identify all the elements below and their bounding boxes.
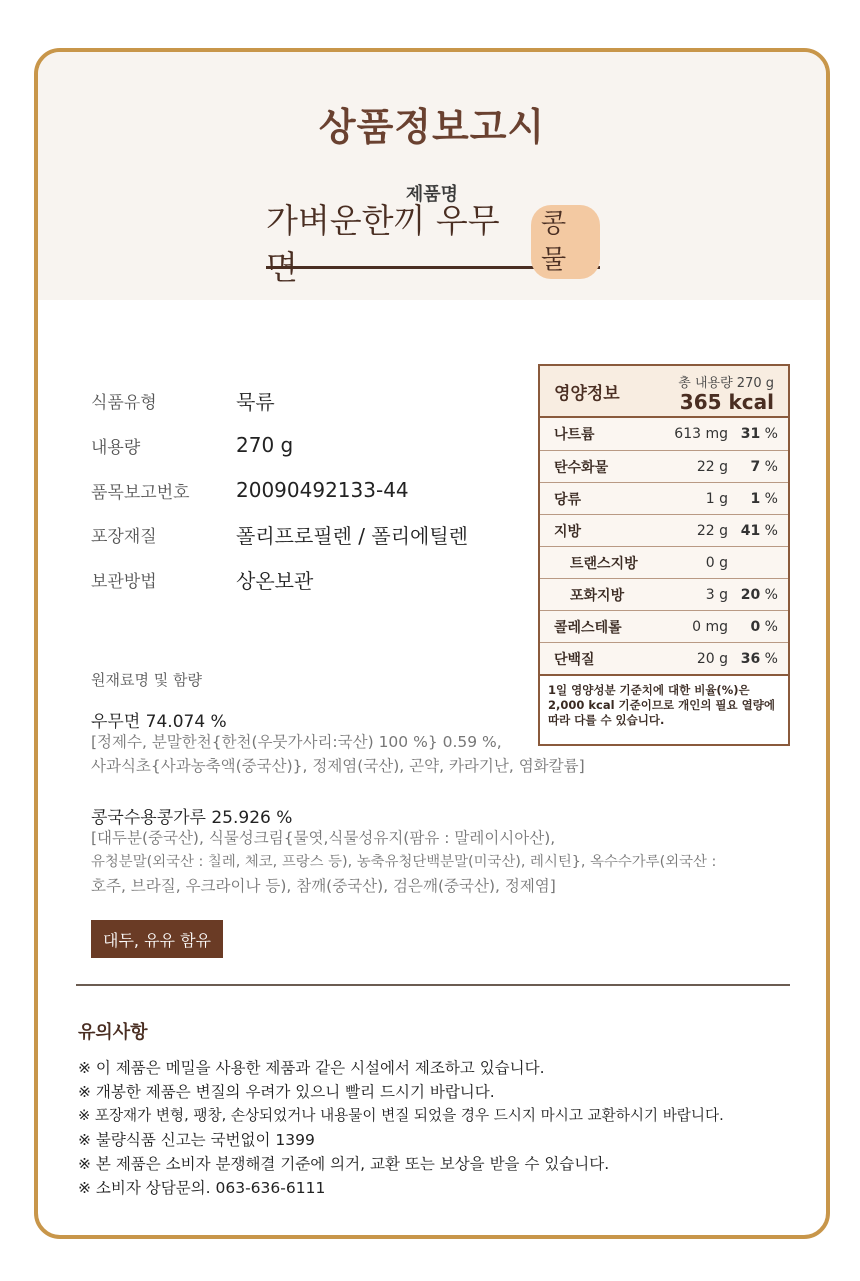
info-value: 묵류: [236, 389, 275, 414]
nutrient-amount: 0 mg: [692, 618, 728, 635]
nutrition-facts-table: [538, 364, 790, 746]
percent-unit: %: [760, 426, 778, 442]
nutrition-row-fat: [540, 515, 788, 547]
product-flavor-badge: 콩물: [531, 205, 600, 279]
info-label: 식품유형: [91, 392, 157, 413]
info-label: 포장재질: [91, 526, 157, 547]
percent-unit: %: [760, 586, 778, 603]
info-value: 폴리프로필렌 / 폴리에틸렌: [236, 523, 468, 548]
nutrient-percent: [728, 619, 788, 635]
nutrition-total-content: 총 내용량 270 g: [678, 376, 774, 391]
percent-value: 7: [750, 458, 761, 475]
nutrient-name: 탄수화물: [554, 459, 609, 476]
caution-list: [78, 1056, 724, 1200]
section-divider: [76, 984, 790, 986]
percent-value: 0: [750, 618, 761, 635]
nutrient-percent: [728, 426, 788, 442]
caution-item: ※ 소비자 상담문의. 063-636-6111: [78, 1179, 326, 1197]
product-name-label: 제품명: [405, 184, 459, 205]
nutrient-percent: [728, 491, 788, 507]
percent-value: 31: [740, 426, 761, 442]
nutrient-name: 트랜스지방: [570, 555, 638, 572]
caution-title: 유의사항: [78, 1022, 148, 1043]
nutrient-amount: 0 g: [705, 554, 728, 571]
ingredient-line: [대두분(중국산), 식물성크림{물엿,식물성유지(팜유 : 말레이시아산),: [91, 829, 556, 847]
percent-value: 1: [750, 490, 761, 507]
ingredient-detail-soy-powder: [91, 826, 811, 898]
nutrient-percent: [728, 523, 788, 539]
nutrient-name: 나트륨: [554, 427, 595, 443]
info-label: 보관방법: [91, 571, 157, 592]
nutrition-row-carbohydrate: [540, 451, 788, 483]
nutrition-footnote: [540, 676, 788, 735]
caution-item: ※ 불량식품 신고는 국번없이 1399: [78, 1131, 315, 1149]
info-label: 품목보고번호: [91, 482, 190, 503]
percent-unit: %: [760, 458, 778, 475]
product-info-card: [34, 48, 830, 1239]
ingredient-line: [정제수, 분말한천{한천(우뭇가사리:국산) 100 %} 0.59 %,: [91, 733, 502, 751]
allergy-badge: 대두, 유유 함유: [91, 920, 223, 958]
caution-item: ※ 개봉한 제품은 변질의 우려가 있으니 빨리 드시기 바랍니다.: [78, 1083, 495, 1101]
info-row-food-type: [91, 385, 275, 415]
info-label: 내용량: [91, 437, 141, 458]
ingredient-line: 사과식초{사과농축액(중국산)}, 정제염(국산), 곤약, 카라기난, 염화칼륨]: [91, 757, 585, 775]
info-value: 270 g: [236, 433, 294, 457]
footnote-line: 1일 영양성분 기준치에 대한 비율(%)은: [548, 683, 750, 697]
nutrition-kcal: 365 kcal: [679, 390, 774, 414]
nutrition-row-trans-fat: [540, 547, 788, 579]
nutrient-percent: [728, 651, 788, 667]
percent-unit: %: [760, 618, 778, 635]
footnote-line: 2,000 kcal 기준이므로 개인의 필요 열량에: [548, 698, 775, 712]
ingredient-line: 유청분말(외국산 : 칠레, 체코, 프랑스 등), 농축유청단백분말(미국산), 레시틴}, 옥수수가루(외국산 :: [91, 854, 717, 870]
nutrition-title: 영양정보: [554, 384, 620, 404]
nutrient-amount: 22 g: [696, 458, 728, 475]
percent-unit: %: [760, 490, 778, 507]
nutrition-header: [540, 366, 788, 418]
nutrient-name: 포화지방: [570, 587, 625, 604]
percent-value: 41: [740, 522, 761, 539]
nutrient-name: 콜레스테롤: [554, 619, 622, 636]
info-value: 20090492133-44: [236, 478, 409, 502]
product-name: [266, 201, 600, 287]
ingredient-detail-noodle: [91, 730, 811, 778]
footnote-line: 따라 다를 수 있습니다.: [548, 713, 665, 727]
nutrition-row-saturated-fat: [540, 579, 788, 611]
nutrition-row-cholesterol: [540, 611, 788, 643]
nutrient-amount: 20 g: [696, 650, 728, 667]
nutrient-percent: [728, 587, 788, 603]
header-section: [38, 52, 826, 300]
percent-unit: %: [760, 650, 778, 667]
ingredient-line: 호주, 브라질, 우크라이나 등), 참깨(중국산), 검은깨(중국산), 정제염]: [91, 877, 556, 895]
nutrient-amount: 1 g: [705, 490, 728, 507]
nutrient-name: 당류: [554, 491, 582, 508]
nutrition-row-sodium: [540, 418, 788, 451]
nutrition-row-protein: [540, 643, 788, 676]
info-row-report-number: [91, 475, 409, 505]
ingredient-title-soy-powder: 콩국수용콩가루 25.926 %: [91, 808, 293, 828]
nutrient-name: 지방: [554, 523, 582, 540]
info-value: 상온보관: [236, 568, 314, 593]
caution-item: ※ 포장재가 변형, 팽창, 손상되었거나 내용물이 변질 되었을 경우 드시지 마시고 교환하시기 바랍니다.: [78, 1107, 724, 1124]
ingredient-title-noodle: 우무면 74.074 %: [91, 712, 227, 732]
nutrient-amount: 3 g: [705, 586, 728, 603]
nutrient-percent: [728, 459, 788, 475]
info-row-content: [91, 430, 293, 460]
percent-unit: %: [760, 522, 778, 539]
percent-value: 36: [740, 650, 761, 667]
ingredients-heading: 원재료명 및 함량: [91, 671, 202, 689]
nutrient-name: 단백질: [554, 651, 595, 668]
caution-item: ※ 이 제품은 메밀을 사용한 제품과 같은 시설에서 제조하고 있습니다.: [78, 1059, 545, 1077]
nutrition-row-sugar: [540, 483, 788, 515]
nutrient-amount: 22 g: [696, 522, 728, 539]
product-name-main: 가벼운한끼 우무면: [266, 201, 500, 287]
caution-item: ※ 본 제품은 소비자 분쟁해결 기준에 의거, 교환 또는 보상을 받을 수 있습니다.: [78, 1155, 610, 1173]
info-row-packaging: [91, 519, 468, 549]
page-title: 상품정보고시: [318, 105, 546, 149]
nutrient-amount: 613 mg: [674, 426, 728, 442]
info-row-storage: [91, 564, 313, 594]
percent-value: 20: [740, 586, 761, 603]
